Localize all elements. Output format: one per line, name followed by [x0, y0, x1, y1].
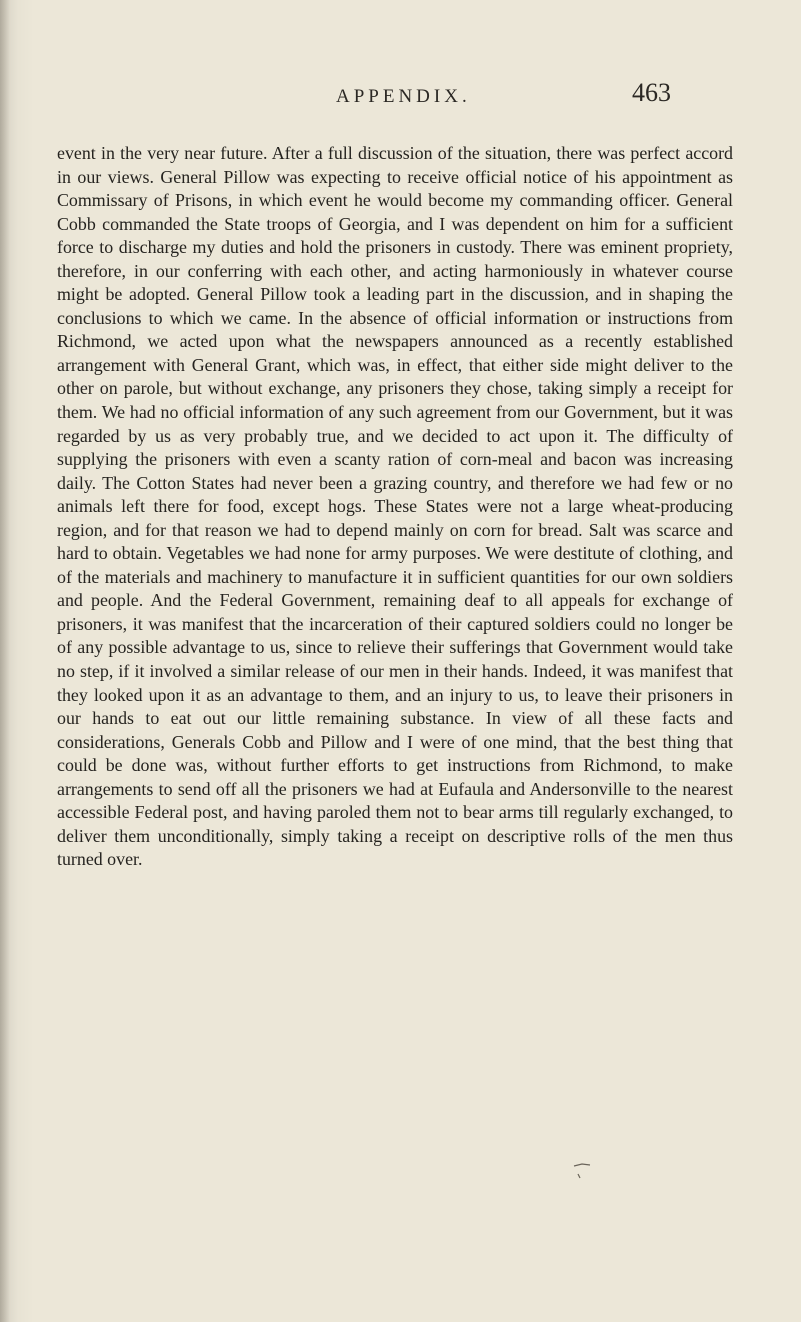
ink-mark-icon [572, 1160, 600, 1182]
running-head: APPENDIX. [336, 86, 471, 107]
page-edge-shadow [0, 0, 10, 1322]
page-number: 463 [632, 78, 671, 107]
body-paragraph: event in the very near future. After a full discussion of the situation, there was perfect accord in our views. General Pillow was expecting to receive official notice of his appointment as Commissary of Prisons, in which event he would become my commanding officer. General Cobb commanded the State troops of Georgia, and I was dependent on him for a sufficient force to discharge my duties and hold the prisoners in custody. There was eminent propriety, therefore, in our conferring with each other, and acting harmoniously in whatever course might be adopted. General Pillow took a leading part in the discussion, and in shaping the conclusions to which we came. In the absence of official information or instructions from Richmond, we acted upon what the newspapers announced as a recently established arrangement with General Grant, which was, in effect, that either side might deliver to the other on parole, but without exchange, any prisoners they chose, taking simply a receipt for them. We had no official information of any such agreement from our Government, but it was regarded by us as very probably true, and we decided to act upon it. The difficulty of supplying the prisoners with even a scanty ration of corn-meal and bacon was increasing daily. The Cotton States had never been a grazing country, and therefore we had few or no animals left there for food, except hogs. These States were not a large wheat-producing region, and for that reason we had to depend mainly on corn for bread. Salt was scarce and hard to obtain. Vegetables we had none for army purposes. We were destitute of clothing, and of the materials and machinery to manufacture it in sufficient quantities for our own soldiers and people. And the Federal Government, remaining deaf to all appeals for exchange of prisoners, it was manifest that the incarceration of their captured soldiers could no longer be of any possible advantage to us, since to relieve their sufferings that Government would take no step, if it involved a similar release of our men in their hands. Indeed, it was manifest that they looked upon it as an advantage to them, and an injury to us, to leave their prisoners in our hands to eat out our little remaining substance. In view of all these facts and considerations, Generals Cobb and Pillow and I were of one mind, that the best thing that could be done was, without further efforts to get instructions from Richmond, to make arrangements to send off all the prisoners we had at Eufaula and Andersonville to the nearest accessible Federal post, and having paroled them not to bear arms till regularly exchanged, to deliver them unconditionally, simply taking a receipt on descriptive rolls of the men thus turned over. [57, 143, 733, 870]
